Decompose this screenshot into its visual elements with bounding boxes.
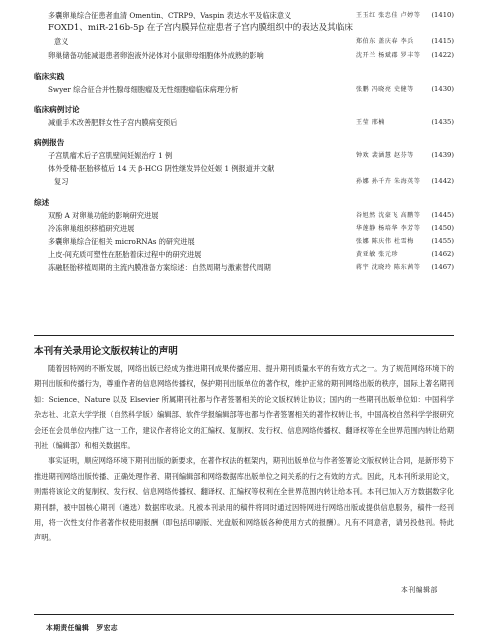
article-paragraph: 随着因特网的不断发展，网络出版已经成为推进期刊成果传播应用、提升期刊质量水平的有效方式之一。为了规范网络环境下的期刊出版和传播行为，尊重作者的信息网络传播权，保护期刊出版单位的著作权，维护正常的期刊网络出版的秩序，国际上著名期刊如：Science、Nature 以及 Elsevier 所属期刊社都与作者签署相关的论文版权转让协议；国内的一些期刊出版单位如：中国科学杂志社、北京大学学报（自然科学版）编辑部、软件学报编辑部等也都与作者签署相关的著作权转让书，中国高校自然科学学报研究会还在会员单位内推广这一工作，建议作者将论文的汇编权、复制权、发行权、信息网络传播权、翻译权等在全世界范围内转让给期刊社（编辑部）和相关数据库。	[34, 364, 454, 451]
table-of-contents	[34, 9, 454, 274]
toc-entry	[34, 22, 454, 35]
toc-entry-authors: 谷旭然 沈豪飞 高鹏等	[356, 212, 421, 219]
toc-entry	[34, 209, 454, 222]
toc-entry-authors: 王玉红 张忠佳 卢婷等	[356, 12, 421, 19]
toc-entry	[34, 175, 454, 188]
responsible-editor: 本期责任编辑 罗宏志	[46, 624, 118, 632]
toc-entry-title: FOXD1、miR-216b-5p 在子宫内膜异位症患者子宫内膜组织中的表达及其临床	[48, 23, 353, 33]
toc-entry-page: (1450)	[431, 224, 454, 232]
toc-entry	[34, 83, 454, 96]
toc-entry-authors: 黄亚敏 张元珍	[356, 251, 399, 258]
article-title: 本刊有关录用论文版权转让的声明	[34, 346, 178, 357]
toc-entry-title: 卵巢储备功能减退患者卵泡液外泌体对小鼠卵母细胞体外成熟的影响	[48, 51, 264, 60]
toc-entry	[34, 261, 454, 274]
toc-entry	[34, 149, 454, 162]
toc-entry-authors: 郑伯东 盖庆春 李兵	[356, 38, 414, 45]
toc-entry-title: 多囊卵巢综合征患者血清 Omentin、CTRP9、Vaspin 表达水平及临床意义	[48, 11, 292, 20]
toc-entry	[34, 35, 454, 49]
toc-entry-authors: 沈开兰 杨斌郡 罗丰等	[356, 52, 421, 59]
section-heading: 综述	[34, 198, 50, 207]
toc-entry-authors: 蒋宇 沈晓玲 陈东茜等	[356, 264, 421, 271]
section-heading: 病例报告	[34, 138, 65, 147]
toc-entry-page: (1415)	[431, 37, 454, 45]
toc-entry	[34, 49, 454, 62]
section-heading: 临床实践	[34, 72, 65, 81]
article-paragraph: 事实证明，顺应网络环境下期刊出版的新要求，在著作权法的框架内，期刊出版单位与作者签署论文版权转让合同，是新形势下推进期刊网络出版传播、正确处理作者、期刊编辑部和网络数据库出版单位之间关系的行之有效的方式。因此，凡本刊所录用论文，则需将该论文的复制权、发行权、信息网络传播权、翻译权、汇编权等权利在全世界范围内转让给本刊。本刊已加入万方数据数字化期刊群，被中国核心期刊（遴选）数据库收录。凡被本刊录用的稿件将同时通过因特网进行网络出版或提供信息服务，稿件一经刊用，将一次性支付作者著作权使用报酬（即包括印刷版、光盘版和网络版各种使用方式的报酬）。凡有不同意者，请另投他刊。特此声明。	[34, 456, 454, 543]
toc-entry-authors: 王莹 邢楠	[356, 119, 385, 126]
toc-entry-page: (1439)	[431, 151, 454, 159]
toc-entry-page: (1410)	[431, 11, 454, 19]
divider-rule	[34, 335, 454, 336]
toc-entry-authors: 钟欢 裴涵慧 赵芬等	[356, 152, 414, 159]
toc-entry-title: 意义	[54, 37, 69, 46]
section-heading: 临床病例讨论	[34, 105, 80, 114]
toc-entry-title: 冷冻卵巢组织移植研究进展	[48, 224, 135, 233]
toc-entry	[34, 222, 454, 235]
toc-entry	[34, 9, 454, 22]
toc-entry-page: (1462)	[431, 250, 454, 258]
toc-entry-page: (1435)	[431, 118, 454, 126]
copyright-statement	[34, 345, 454, 546]
toc-entry-title: Swyer 综合征合并性腺母细胞瘤及无性细胞瘤临床病理分析	[48, 85, 239, 94]
toc-entry-page: (1442)	[431, 177, 454, 185]
toc-entry-page: (1455)	[431, 237, 454, 245]
editorial-signoff: 本刊编辑部	[401, 586, 438, 594]
toc-entry-title: 冻融胚胎移植周期的主流内膜准备方案综述：自然周期与激素替代周期	[48, 263, 271, 272]
toc-entry	[34, 248, 454, 261]
toc-entry-authors: 张鹏 冯晓亮 史健等	[356, 86, 414, 93]
toc-entry-authors: 孙娜 孙千卉 朱海英等	[356, 178, 421, 185]
toc-entry	[34, 116, 454, 129]
toc-entry-page: (1430)	[431, 85, 454, 93]
toc-entry-title: 多囊卵巢综合征相关 microRNAs 的研究进展	[48, 237, 195, 246]
toc-entry	[34, 235, 454, 248]
toc-entry-authors: 张娜 陈庆伟 杜雪梅	[356, 238, 414, 245]
toc-entry-authors: 华莲静 杨培华 李芳等	[356, 225, 421, 232]
toc-entry	[34, 162, 454, 175]
toc-entry-page: (1422)	[431, 51, 454, 59]
toc-entry-title: 复习	[54, 177, 69, 186]
toc-entry-page: (1467)	[431, 263, 454, 271]
toc-entry-title: 子宫肌瘤术后子宫肌壁间妊娠治疗 1 例	[48, 151, 173, 160]
toc-entry-title: 体外受精-胚胎移植后 14 天 β-HCG 阴性继发异位妊娠 1 例报道并文献	[48, 164, 275, 173]
toc-entry-title: 双酚 A 对卵巢功能的影响研究进展	[48, 211, 159, 220]
toc-entry-title: 减重手术改善肥胖女性子宫内膜病变预后	[48, 118, 178, 127]
footer-rule	[34, 614, 454, 615]
toc-entry-title: 上皮-间充质可塑性在胚胎着床过程中的研究进展	[48, 250, 202, 259]
toc-entry-page: (1445)	[431, 211, 454, 219]
